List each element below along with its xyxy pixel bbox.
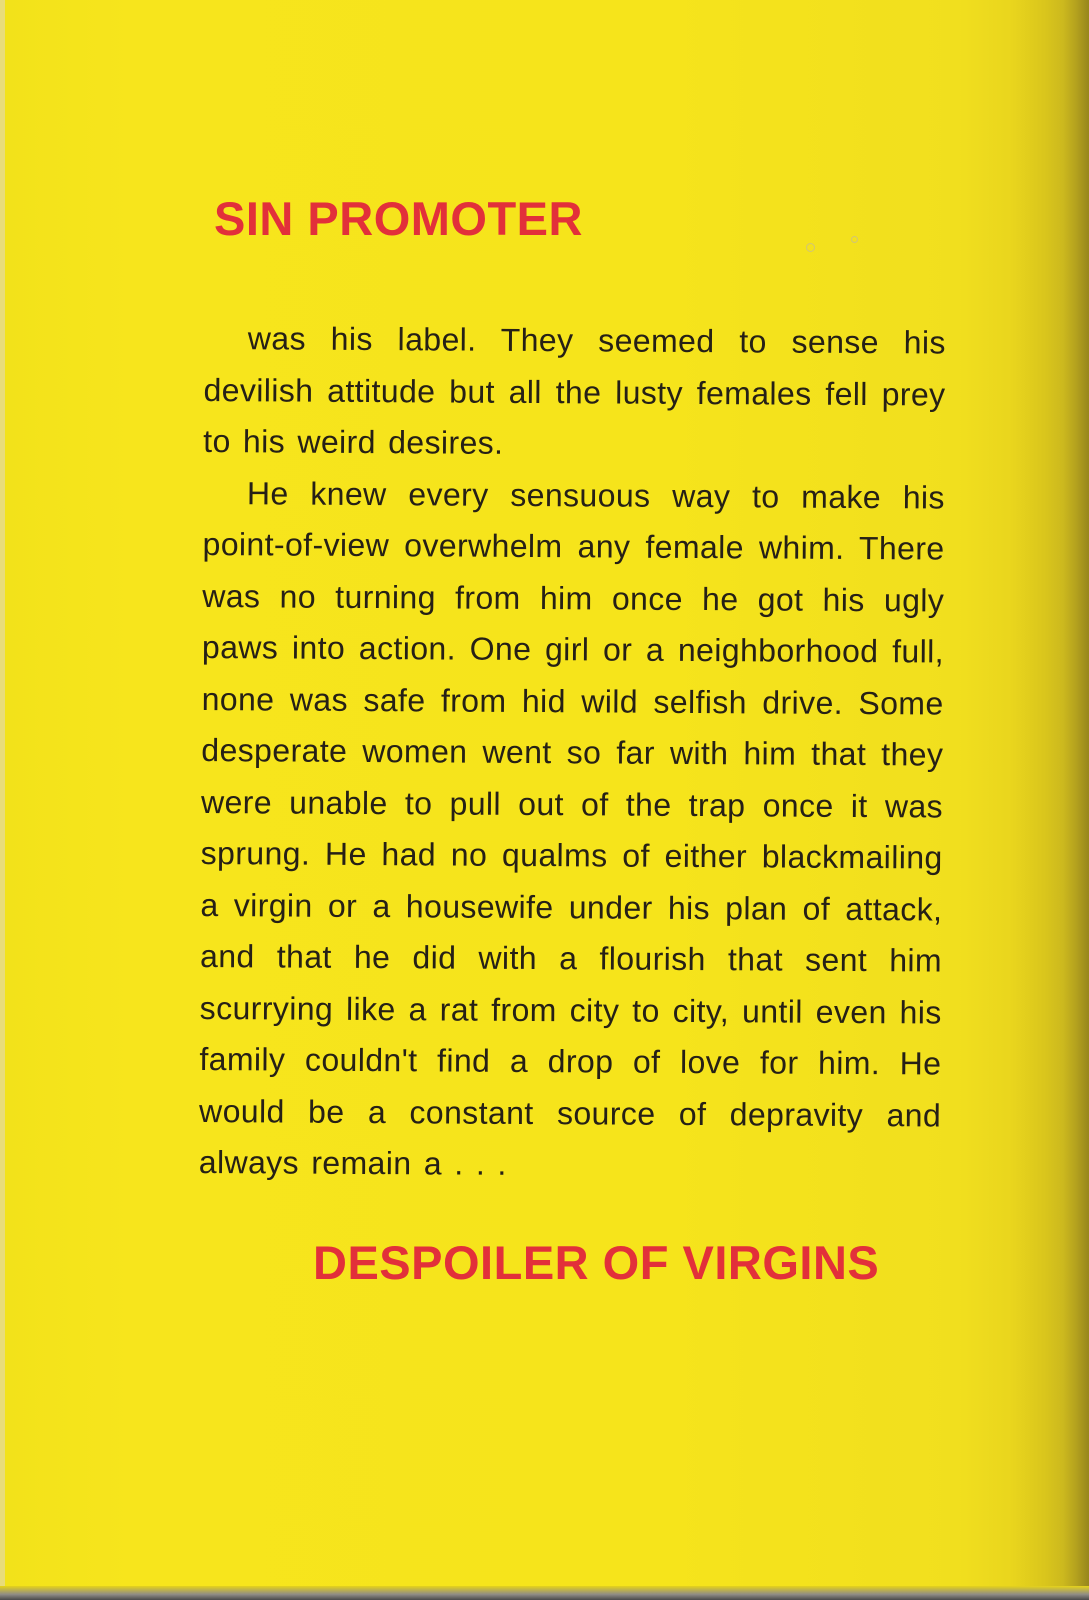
blurb-paragraph-2: He knew every sensuous way to make his point-of-view overwhelm any female whim. There was no turning from him once he got his ugly paws into action. One girl or a neighborhood full, none was safe from hid wild selfish drive. Some desperate women went so far with him that they were unable to pull out of the trap once it was sprung. He had no qualms of either blackmailing a virgin or a housewife under his plan of attack, and that he did with a flourish that sent him scurrying like a rat from city to city, until even his family couldn't find a drop of love for him. He would be a constant source of depravity and always remain a . . . xyxy=(198,474,945,1182)
top-headline: SIN PROMOTER xyxy=(214,192,583,245)
cover-spine-shadow xyxy=(1063,0,1089,1600)
bottom-headline: DESPOILER OF VIRGINS xyxy=(313,1236,880,1289)
paper-speck xyxy=(806,243,815,252)
cover-left-edge xyxy=(0,0,5,1600)
blurb-paragraph-1: was his label. They seemed to sense his devilish attitude but all the lusty females fell prey to his weird desires. xyxy=(203,320,946,461)
blurb-text xyxy=(199,313,946,1193)
paper-speck xyxy=(851,236,858,243)
cover-bottom-edge xyxy=(0,1586,1089,1600)
